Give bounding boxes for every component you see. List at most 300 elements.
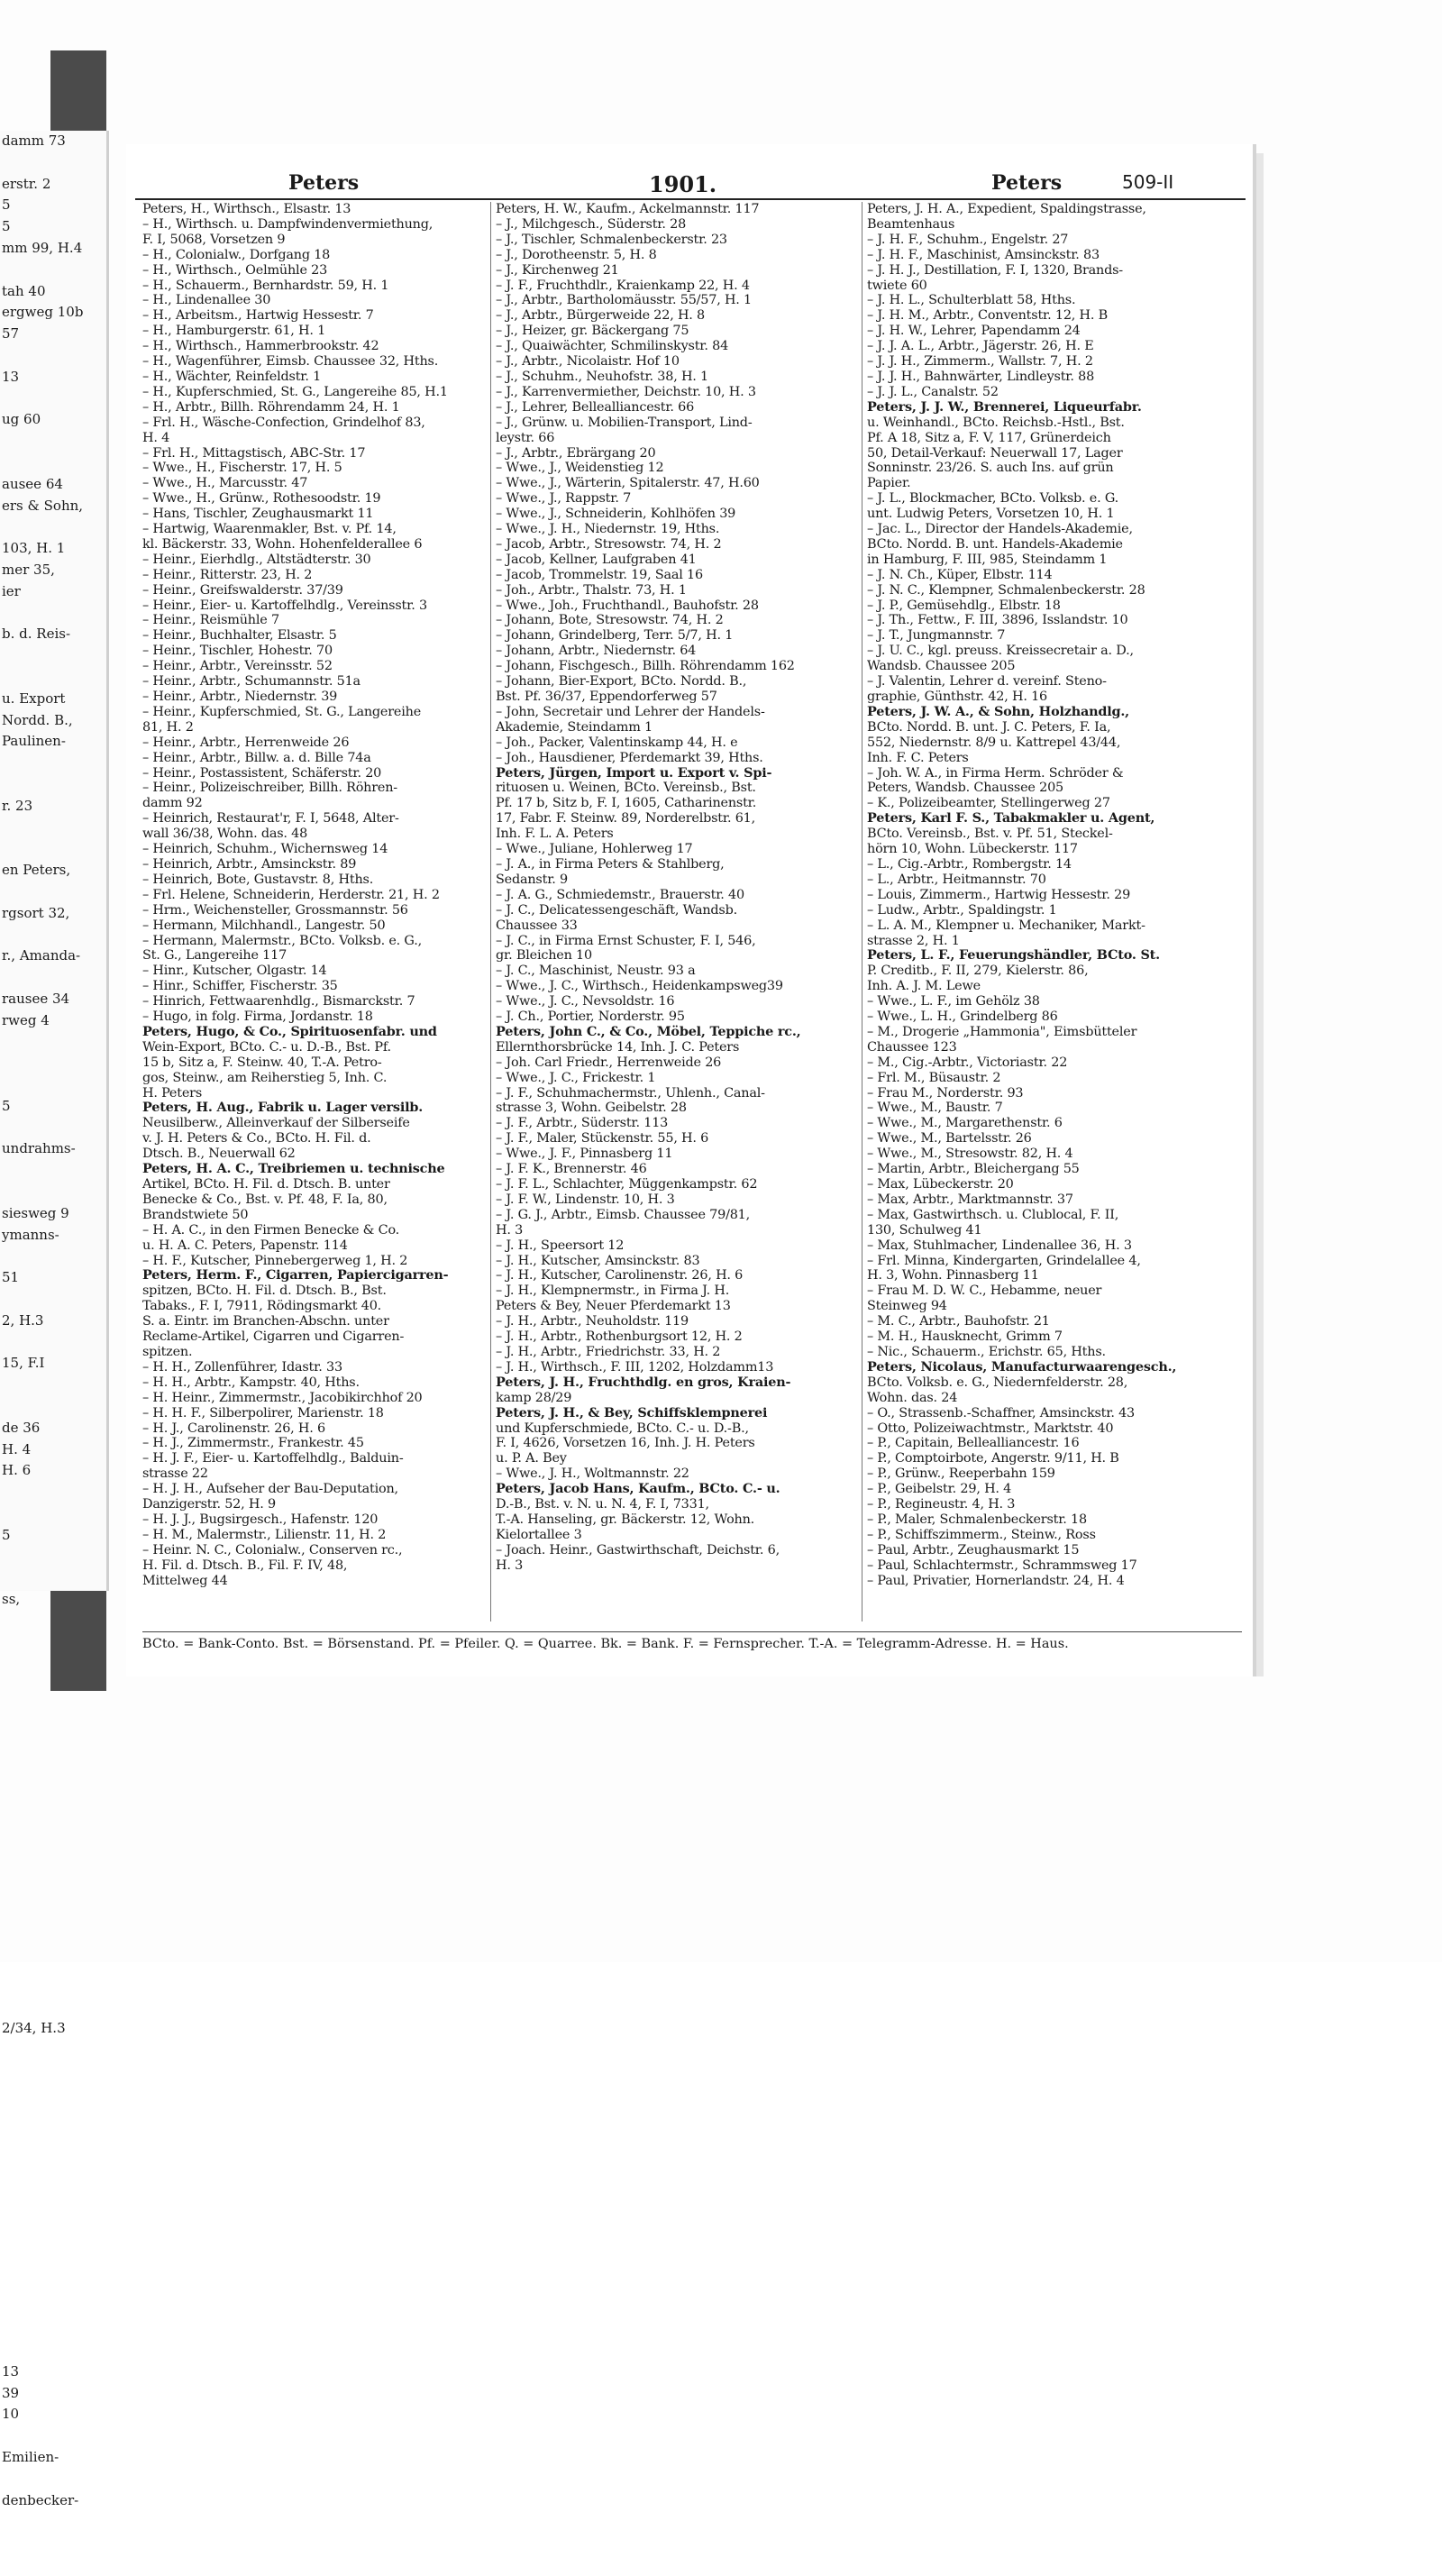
directory-entry: – J. Ch., Portier, Norderstr. 95 <box>496 1009 685 1025</box>
directory-entry: Peters & Bey, Neuer Pferdemarkt 13 <box>496 1299 731 1314</box>
directory-entry: – J. Valentin, Lehrer d. vereinf. Steno- <box>867 674 1107 690</box>
left-page-text-fragment <box>0 882 106 903</box>
directory-entry: spitzen. <box>142 1344 193 1359</box>
directory-entry: – P., Geibelstr. 29, H. 4 <box>867 1482 1012 1497</box>
directory-entry: wall 36/38, Wohn. das. 48 <box>142 827 308 842</box>
directory-entry: – Otto, Polizeiwachtmstr., Marktstr. 40 <box>867 1420 1114 1436</box>
directory-entry: – Hartwig, Waarenmakler, Bst. v. Pf. 14, <box>142 522 397 537</box>
left-page-text-fragment <box>0 1740 106 1761</box>
directory-entry: – J. F., Fruchthdlr., Kraienkamp 22, H. 4 <box>496 278 750 293</box>
directory-entry: – J., Arbtr., Nicolaistr. Hof 10 <box>496 354 680 370</box>
directory-entry: Neusilberw., Alleinverkauf der Silberseife <box>142 1116 410 1131</box>
directory-entry: Dtsch. B., Neuerwall 62 <box>142 1146 296 1162</box>
left-page-text-fragment <box>0 2061 106 2083</box>
directory-entry: – Joach. Heinr., Gastwirthschaft, Deichstr. 6, <box>496 1542 780 1557</box>
directory-entry: strasse 3, Wohn. Geibelstr. 28 <box>496 1101 687 1116</box>
left-page-text-fragment <box>0 1482 106 1503</box>
directory-entry: BCto. Nordd. B. unt. J. C. Peters, F. Ia, <box>867 719 1111 735</box>
directory-entry: Peters, Wandsb. Chaussee 205 <box>867 781 1063 796</box>
left-page-text-fragment <box>0 603 106 625</box>
directory-entry: – Hrm., Weichensteller, Grossmannstr. 56 <box>142 902 408 918</box>
directory-entry: H. Fil. d. Dtsch. B., Fil. F. IV, 48, <box>142 1557 348 1573</box>
directory-entry-firm: Peters, H. A. C., Treibriemen u. technische <box>142 1161 445 1177</box>
left-page-text-fragment <box>0 753 106 774</box>
directory-entry: Inh. F. L. A. Peters <box>496 827 614 842</box>
directory-entry: – H., Arbeitsm., Hartwig Hessestr. 7 <box>142 308 374 324</box>
directory-entry: – Wwe., J. F., Pinnasberg 11 <box>496 1146 673 1162</box>
directory-entry: – H. H. F., Silberpolirer, Marienstr. 18 <box>142 1405 384 1420</box>
left-page-text-fragment <box>0 1911 106 1932</box>
directory-entry: – Wwe., Juliane, Hohlerweg 17 <box>496 842 693 857</box>
directory-entry: S. a. Eintr. im Branchen-Abschn. unter <box>142 1314 389 1329</box>
left-page-text-fragment <box>0 516 106 538</box>
left-page-text-fragment <box>0 2318 106 2340</box>
directory-entry: – J. U. C., kgl. preuss. Kreissecretair a. D., <box>867 644 1134 659</box>
left-page-text-fragment: erstr. 2 <box>2 175 51 192</box>
directory-column-3 <box>867 202 1246 1626</box>
left-page-text-fragment: ug 60 <box>2 411 41 428</box>
left-page-text-fragment <box>0 1074 106 1096</box>
directory-entry: – Heinr., Polizeischreiber, Billh. Röhren- <box>142 781 397 796</box>
directory-entry: – Paul, Schlachtermstr., Schrammsweg 17 <box>867 1557 1137 1573</box>
left-page-text-fragment: ss, <box>2 1591 21 1608</box>
directory-entry: – H. H., Arbtr., Kampstr. 40, Hths. <box>142 1375 360 1390</box>
directory-entry-firm: Peters, H. Aug., Fabrik u. Lager versilb. <box>142 1100 424 1116</box>
left-page-text-fragment <box>0 2190 106 2212</box>
left-page-text-fragment <box>0 667 106 689</box>
left-page-text-fragment <box>0 2040 106 2061</box>
directory-entry: – Heinr., Tischler, Hohestr. 70 <box>142 644 333 659</box>
left-page-text-fragment: rweg 4 <box>2 1011 50 1028</box>
directory-entry: Brandstwiete 50 <box>142 1207 249 1222</box>
directory-entry: – Wwe., M., Margarethenstr. 6 <box>867 1116 1063 1131</box>
directory-entry: – Joh., Arbtr., Thalstr. 73, H. 1 <box>496 582 687 598</box>
directory-entry: – J. H. F., Maschinist, Amsinckstr. 83 <box>867 247 1100 262</box>
directory-entry: – Hans, Tischler, Zeughausmarkt 11 <box>142 507 374 522</box>
directory-entry: – J. H., Arbtr., Neuholdstr. 119 <box>496 1314 689 1329</box>
directory-entry: 130, Schulweg 41 <box>867 1222 982 1238</box>
directory-entry: – Wwe., J., Rappstr. 7 <box>496 491 632 507</box>
directory-entry: – Wwe., J., Wärterin, Spitalerstr. 47, H.60 <box>496 476 760 491</box>
directory-entry: – Heinrich, Bote, Gustavstr. 8, Hths. <box>142 872 374 887</box>
directory-entry: – Frl. H., Mittagstisch, ABC-Str. 17 <box>142 445 366 461</box>
directory-entry: Tabaks., F. I, 7911, Rödingsmarkt 40. <box>142 1299 382 1314</box>
directory-entry: kl. Bäckerstr. 33, Wohn. Hohenfelderallee 6 <box>142 536 423 552</box>
directory-entry: – Joh., Packer, Valentinskamp 44, H. e <box>496 735 738 750</box>
left-page-text-fragment <box>0 1547 106 1568</box>
directory-entry: – J. N. C., Klempner, Schmalenbeckerstr. 28 <box>867 582 1145 598</box>
directory-entry: – Wwe., J. C., Nevsoldstr. 16 <box>496 994 675 1009</box>
directory-entry: – H., Wirthsch. u. Dampfwindenvermiethung, <box>142 216 434 232</box>
left-page-text-fragment <box>0 2169 106 2190</box>
left-page-text-fragment <box>0 1567 106 1589</box>
directory-entry: Peters, H., Wirthsch., Elsastr. 13 <box>142 202 351 216</box>
directory-entry: – J. F., Schuhmachermstr., Uhlenh., Canal- <box>496 1085 765 1101</box>
left-page-text-fragment <box>0 1053 106 1074</box>
header-left-keyword: Peters <box>288 171 360 195</box>
directory-column-1 <box>142 202 487 1626</box>
directory-entry: Papier. <box>867 476 911 491</box>
directory-entry: – Joh. W. A., in Firma Herm. Schröder & <box>867 765 1124 781</box>
directory-entry: – Heinr., Arbtr., Niedernstr. 39 <box>142 690 338 704</box>
left-page-text-fragment: en Peters, <box>2 862 71 879</box>
directory-entry-firm: Peters, Jacob Hans, Kaufm., BCto. C.- u. <box>496 1481 780 1497</box>
directory-entry: – Wwe., M., Baustr. 7 <box>867 1101 1003 1116</box>
directory-entry: 17, Fabr. F. Steinw. 89, Norderelbstr. 61, <box>496 811 756 827</box>
directory-entry: – P., Schiffszimmerm., Steinw., Ross <box>867 1527 1096 1542</box>
left-page-text-fragment <box>0 1825 106 1847</box>
directory-column-2 <box>496 202 856 1626</box>
left-page-text-fragment <box>0 1718 106 1740</box>
directory-entry: – Wwe., J. C., Wirthsch., Heidenkampsweg39 <box>496 979 783 994</box>
directory-entry: – Hermann, Malermstr., BCto. Volksb. e. G., <box>142 933 422 948</box>
left-page-text-fragment <box>0 431 106 452</box>
directory-entry: – Heinrich, Arbtr., Amsinckstr. 89 <box>142 856 357 872</box>
directory-entry: – J. H., Klempnermstr., in Firma J. H. <box>496 1283 730 1299</box>
left-page-text-fragment <box>0 645 106 667</box>
directory-entry: H. 3 <box>496 1222 524 1238</box>
directory-entry-firm: Peters, Hugo, & Co., Spirituosenfabr. und <box>142 1023 437 1039</box>
left-page-text-fragment <box>0 818 106 839</box>
left-page-text-fragment: mer 35, <box>2 561 55 578</box>
directory-entry-firm: Peters, J. W. A., & Sohn, Holzhandlg., <box>867 703 1129 719</box>
directory-entry: – H., Lindenallee 30 <box>142 293 271 308</box>
directory-entry: Artikel, BCto. H. Fil. d. Dtsch. B. unter <box>142 1177 390 1192</box>
directory-entry: – Jacob, Trommelstr. 19, Saal 16 <box>496 567 703 582</box>
left-page-text-fragment <box>0 1976 106 1997</box>
directory-entry: – Wwe., L. F., im Gehölz 38 <box>867 994 1040 1009</box>
directory-entry: – Paul, Arbtr., Zeughausmarkt 15 <box>867 1542 1080 1557</box>
directory-entry: – P., Comptoirbote, Angerstr. 9/11, H. B <box>867 1451 1119 1466</box>
directory-entry: damm 92 <box>142 796 203 811</box>
directory-entry: – H., Wächter, Reinfeldstr. 1 <box>142 369 322 384</box>
directory-entry: – Jac. L., Director der Handels-Akademie, <box>867 522 1133 537</box>
left-page-text-fragment: ymanns- <box>2 1226 59 1243</box>
page-header <box>126 171 1253 202</box>
directory-entry: – J. H. F., Schuhm., Engelstr. 27 <box>867 232 1069 247</box>
directory-entry: Beamtenhaus <box>867 216 955 232</box>
directory-entry: – Ludw., Arbtr., Spaldingstr. 1 <box>867 902 1057 918</box>
column-separator <box>490 202 491 1621</box>
directory-entry: – Heinr., Postassistent, Schäferstr. 20 <box>142 765 382 781</box>
directory-entry: – P., Maler, Schmalenbeckerstr. 18 <box>867 1512 1087 1527</box>
directory-entry: – Wwe., J. H., Niedernstr. 19, Hths. <box>496 522 720 537</box>
directory-entry: Inh. A. J. M. Lewe <box>867 979 981 994</box>
directory-entry: – Heinr., Reismühle 7 <box>142 613 279 628</box>
directory-entry: – Frau M. D. W. C., Hebamme, neuer <box>867 1283 1102 1299</box>
directory-entry: Reclame-Artikel, Cigarren und Cigarren- <box>142 1329 405 1345</box>
directory-entry: rituosen u. Weinen, BCto. Vereinsb., Bst. <box>496 781 756 796</box>
directory-entry: – M., Drogerie „Hammonia", Eimsbütteler <box>867 1024 1137 1039</box>
left-page-text-fragment <box>0 967 106 989</box>
directory-entry: – J. H., Arbtr., Friedrichstr. 33, H. 2 <box>496 1344 721 1359</box>
directory-entry: – J. J. L., Canalstr. 52 <box>867 384 999 399</box>
left-page-text-fragment: 39 <box>2 2384 20 2401</box>
left-page-text-fragment: 51 <box>2 1269 20 1286</box>
directory-entry: Sedanstr. 9 <box>496 872 569 887</box>
directory-entry: – Frau M., Norderstr. 93 <box>867 1085 1024 1101</box>
directory-entry: – Wwe., M., Stresowstr. 82, H. 4 <box>867 1146 1073 1162</box>
directory-entry: – P., Grünw., Reeperbahn 159 <box>867 1466 1055 1482</box>
directory-entry: H. 4 <box>142 430 170 445</box>
directory-entry: und Kupferschmiede, BCto. C.- u. D.-B., <box>496 1420 749 1436</box>
directory-entry: – H. A. C., in den Firmen Benecke & Co. <box>142 1222 400 1238</box>
directory-entry: – J., Karrenvermiether, Deichstr. 10, H. 3 <box>496 384 756 399</box>
directory-entry: – Heinr. N. C., Colonialw., Conserven rc., <box>142 1542 403 1557</box>
directory-entry: – J. C., Delicatessengeschäft, Wandsb. <box>496 902 737 918</box>
left-page-text-fragment <box>0 1289 106 1311</box>
left-page-text-fragment <box>0 2340 106 2361</box>
directory-entry: – J. P., Gemüsehdlg., Elbstr. 18 <box>867 598 1061 613</box>
directory-entry: – M. C., Arbtr., Bauhofstr. 21 <box>867 1314 1050 1329</box>
directory-entry: F. I, 4626, Vorsetzen 16, Inh. J. H. Peters <box>496 1436 755 1451</box>
directory-entry: – Frl. M., Büsaustr. 2 <box>867 1070 1001 1085</box>
directory-entry: – J. H., Kutscher, Carolinenstr. 26, H. 6 <box>496 1268 744 1283</box>
directory-entry: BCto. Vereinsb., Bst. v. Pf. 51, Steckel- <box>867 827 1113 842</box>
directory-entry: spitzen, BCto. H. Fil. d. Dtsch. B., Bst. <box>142 1283 387 1299</box>
left-page-text-fragment: mm 99, H.4 <box>2 239 83 256</box>
directory-entry: 50, Detail-Verkauf: Neuerwall 17, Lager <box>867 445 1123 461</box>
directory-entry: – J. H. M., Arbtr., Conventstr. 12, H. B <box>867 308 1109 324</box>
directory-entry: – J. T., Jungmannstr. 7 <box>867 628 1006 644</box>
left-page-text-fragment: 2, H.3 <box>2 1311 44 1329</box>
left-page-text-fragment <box>0 1375 106 1396</box>
left-page-text-fragment: Nordd. B., <box>2 711 73 728</box>
directory-entry: – Heinr., Greifswalderstr. 37/39 <box>142 582 343 598</box>
left-page-sliver <box>0 131 109 2508</box>
directory-entry: – Wwe., M., Bartelsstr. 26 <box>867 1131 1032 1146</box>
directory-entry: – J. Th., Fettw., F. III, 3896, Isslandstr. 10 <box>867 613 1128 628</box>
directory-entry: – H. J. H., Aufseher der Bau-Deputation, <box>142 1482 398 1497</box>
directory-entry: – K., Polizeibeamter, Stellingerweg 27 <box>867 796 1110 811</box>
directory-entry: – H., Kupferschmied, St. G., Langereihe 85, H.1 <box>142 384 448 399</box>
directory-page <box>126 144 1256 1676</box>
directory-entry: – J. F. K., Brennerstr. 46 <box>496 1162 647 1177</box>
directory-entry: – Wwe., H., Fischerstr. 17, H. 5 <box>142 461 342 476</box>
directory-entry: – J., Grünw. u. Mobilien-Transport, Lind- <box>496 415 753 430</box>
left-page-text-fragment: 13 <box>2 368 20 385</box>
directory-entry: – Frl. H., Wäsche-Confection, Grindelhof 83, <box>142 415 425 430</box>
directory-entry: kamp 28/29 <box>496 1390 572 1405</box>
directory-entry: – J. A. G., Schmiedemstr., Brauerstr. 40 <box>496 887 744 902</box>
directory-entry: – Joh. Carl Friedr., Herrenweide 26 <box>496 1055 722 1070</box>
directory-entry-firm: Peters, J. J. W., Brennerei, Liqueurfabr. <box>867 398 1142 415</box>
directory-entry: – J. J. H., Zimmerm., Wallstr. 7, H. 2 <box>867 354 1093 370</box>
left-page-text-fragment <box>0 2211 106 2233</box>
directory-entry: – J. L., Blockmacher, BCto. Volksb. e. G. <box>867 491 1119 507</box>
directory-entry: u. P. A. Bey <box>496 1451 567 1466</box>
directory-entry: – J., Milchgesch., Süderstr. 28 <box>496 216 687 232</box>
directory-entry: – Max, Stuhlmacher, Lindenallee 36, H. 3 <box>867 1238 1132 1253</box>
directory-entry: – H., Arbtr., Billh. Röhrendamm 24, H. 1 <box>142 399 400 415</box>
directory-entry: – Johann, Grindelberg, Terr. 5/7, H. 1 <box>496 628 734 644</box>
directory-entry: – Johann, Fischgesch., Billh. Röhrendamm 162 <box>496 659 795 674</box>
directory-entry: – H., Schauerm., Bernhardstr. 59, H. 1 <box>142 278 389 293</box>
directory-entry: – Hermann, Milchhandl., Langestr. 50 <box>142 918 386 933</box>
directory-entry: – Paul, Privatier, Hornerlandstr. 24, H. 4 <box>867 1573 1125 1588</box>
directory-entry: Chaussee 33 <box>496 918 578 933</box>
directory-entry: leystr. 66 <box>496 430 555 445</box>
left-page-text-fragment <box>0 345 106 367</box>
directory-entry: – Max, Lübeckerstr. 20 <box>867 1177 1014 1192</box>
left-page-text-fragment <box>0 2233 106 2254</box>
abbreviation-legend: BCto. = Bank-Conto. Bst. = Börsenstand. Pf. = Pfeiler. Q. = Quarree. Bk. = Bank. F. = Fernsprecher. T.-A. = Telegramm-Adresse. H. = Haus. <box>142 1631 1242 1652</box>
directory-entry: BCto. Nordd. B. unt. Handels-Akademie <box>867 536 1123 552</box>
left-page-text-fragment: rgsort 32, <box>2 904 70 921</box>
directory-entry: – Johann, Arbtr., Niedernstr. 64 <box>496 644 697 659</box>
left-page-text-fragment <box>0 2469 106 2490</box>
directory-entry-firm: Peters, J. H., & Bey, Schiffsklempnerei <box>496 1404 768 1420</box>
directory-entry: – J. H. J., Destillation, F. I, 1320, Brands- <box>867 262 1123 278</box>
directory-entry: T.-A. Hanseling, gr. Bäckerstr. 12, Wohn. <box>496 1512 755 1527</box>
left-page-text-fragment <box>0 1761 106 1783</box>
directory-entry: Wohn. das. 24 <box>867 1390 958 1405</box>
directory-entry: gos, Steinw., am Reiherstieg 5, Inh. C. <box>142 1070 388 1085</box>
left-page-text-fragment <box>0 1996 106 2018</box>
directory-entry: – Heinr., Ritterstr. 23, H. 2 <box>142 567 313 582</box>
left-page-text-fragment <box>0 774 106 796</box>
directory-entry-firm: Peters, L. F., Feuerungshändler, BCto. St. <box>867 947 1160 964</box>
directory-entry: – Heinr., Kupferschmied, St. G., Langereihe <box>142 704 422 719</box>
left-page-text-fragment <box>0 2125 106 2147</box>
left-page-text-fragment <box>0 1654 106 1676</box>
left-page-text-fragment <box>0 1031 106 1053</box>
directory-entry: – Heinr., Arbtr., Schumannstr. 51a <box>142 674 360 690</box>
directory-entry: – J. H. L., Schulterblatt 58, Hths. <box>867 293 1076 308</box>
left-page-text-fragment: damm 73 <box>2 132 66 149</box>
directory-entry: – J. H. W., Lehrer, Papendamm 24 <box>867 324 1081 339</box>
directory-entry: – Louis, Zimmerm., Hartwig Hessestr. 29 <box>867 887 1131 902</box>
directory-entry: – H. J., Zimmermstr., Frankestr. 45 <box>142 1436 364 1451</box>
left-page-text-fragment: r., Amanda- <box>2 947 81 964</box>
directory-entry: Mittelweg 44 <box>142 1573 228 1588</box>
left-page-text-fragment <box>0 1696 106 1718</box>
directory-entry: – Jacob, Arbtr., Stresowstr. 74, H. 2 <box>496 536 722 552</box>
directory-entry: – J., Arbtr., Ebrärgang 20 <box>496 445 656 461</box>
directory-entry: – J. H., Kutscher, Amsinckstr. 83 <box>496 1253 700 1268</box>
directory-entry: – Frl. Minna, Kindergarten, Grindelallee 4, <box>867 1253 1141 1268</box>
directory-entry: – Heinr., Eierhdlg., Altstädterstr. 30 <box>142 552 371 567</box>
left-page-text-fragment: 5 <box>2 218 11 235</box>
directory-entry: – John, Secretair und Lehrer der Handels- <box>496 704 765 719</box>
directory-entry: – J. F., Maler, Stückenstr. 55, H. 6 <box>496 1131 709 1146</box>
directory-entry: – M., Cig.-Arbtr., Victoriastr. 22 <box>867 1055 1068 1070</box>
directory-entry: Kielortallee 3 <box>496 1527 582 1542</box>
left-page-text-fragment <box>0 388 106 410</box>
left-page-text-fragment: 57 <box>2 325 20 343</box>
directory-entry: – Nic., Schauerm., Erichstr. 65, Hths. <box>867 1344 1106 1359</box>
directory-entry: – H. J. J., Bugsirgesch., Hafenstr. 120 <box>142 1512 379 1527</box>
directory-entry: – J. F. L., Schlachter, Müggenkampstr. 62 <box>496 1177 758 1192</box>
left-page-text-fragment <box>0 1332 106 1354</box>
directory-entry: – J. J. A. L., Arbtr., Jägerstr. 26, H. E <box>867 339 1094 354</box>
left-page-text-fragment <box>0 1782 106 1804</box>
directory-entry: – L., Cig.-Arbtr., Rombergstr. 14 <box>867 856 1072 872</box>
directory-entry: – Max, Gastwirthsch. u. Clublocal, F. II, <box>867 1207 1119 1222</box>
left-page-text-fragment: 5 <box>2 1526 11 1543</box>
left-page-text-fragment: 13 <box>2 2362 20 2380</box>
directory-entry: Pf. 17 b, Sitz b, F. I, 1605, Catharinenstr. <box>496 796 757 811</box>
directory-entry: – Johann, Bote, Stresowstr. 74, H. 2 <box>496 613 724 628</box>
directory-entry: – H. J., Carolinenstr. 26, H. 6 <box>142 1420 325 1436</box>
directory-entry: – H. J. F., Eier- u. Kartoffelhdlg., Balduin- <box>142 1451 404 1466</box>
left-page-text-fragment <box>0 1954 106 1976</box>
directory-entry: – H., Hamburgerstr. 61, H. 1 <box>142 324 326 339</box>
left-page-text-fragment: 103, H. 1 <box>2 540 66 557</box>
directory-entry-firm: Peters, John C., & Co., Möbel, Teppiche rc., <box>496 1023 801 1039</box>
directory-entry: – O., Strassenb.-Schaffner, Amsinckstr. 43 <box>867 1405 1135 1420</box>
directory-entry: – Heinr., Arbtr., Billw. a. d. Bille 74a <box>142 750 371 765</box>
directory-entry: – Wwe., J., Weidenstieg 12 <box>496 461 664 476</box>
directory-entry: – H. F., Kutscher, Pinnebergerweg 1, H. 2 <box>142 1253 408 1268</box>
directory-entry: – J., Arbtr., Bürgerweide 22, H. 8 <box>496 308 706 324</box>
directory-entry: – Joh., Hausdiener, Pferdemarkt 39, Hths. <box>496 750 763 765</box>
left-page-text-fragment <box>0 1804 106 1825</box>
directory-entry: Ellernthorsbrücke 14, Inh. J. C. Peters <box>496 1039 740 1055</box>
directory-entry: – Johann, Bier-Export, BCto. Nordd. B., <box>496 674 747 690</box>
directory-entry: Steinweg 94 <box>867 1299 947 1314</box>
directory-entry: – Wwe., J. C., Frickestr. 1 <box>496 1070 656 1085</box>
directory-entry: – J., Schuhm., Neuhofstr. 38, H. 1 <box>496 369 708 384</box>
directory-entry: – M. H., Hausknecht, Grimm 7 <box>867 1329 1063 1345</box>
left-page-text-fragment: rausee 34 <box>2 990 70 1007</box>
directory-entry: – J. G. J., Arbtr., Eimsb. Chaussee 79/81, <box>496 1207 751 1222</box>
left-page-text-fragment <box>0 1160 106 1182</box>
directory-entry-firm: Peters, J. H., Fruchthdlg. en gros, Kraien- <box>496 1374 791 1390</box>
directory-entry: 552, Niedernstr. 8/9 u. Kattrepel 43/44, <box>867 735 1121 750</box>
directory-entry: unt. Ludwig Peters, Vorsetzen 10, H. 1 <box>867 507 1115 522</box>
directory-entry: – Heinr., Arbtr., Vereinsstr. 52 <box>142 659 333 674</box>
left-page-text-fragment <box>0 152 106 174</box>
directory-entry: strasse 22 <box>142 1466 208 1482</box>
left-page-text-fragment <box>0 1611 106 1632</box>
header-year: 1901. <box>649 171 717 197</box>
directory-entry: Sonninstr. 23/26. S. auch Ins. auf grün <box>867 461 1114 476</box>
directory-entry: – Wwe., Joh., Fruchthandl., Bauhofstr. 28 <box>496 598 759 613</box>
directory-entry: – Heinrich, Schuhm., Wichernsweg 14 <box>142 842 388 857</box>
directory-entry: Akademie, Steindamm 1 <box>496 719 653 735</box>
left-page-text-fragment <box>0 2104 106 2125</box>
directory-entry: Inh. F. C. Peters <box>867 750 969 765</box>
left-page-text-fragment: 5 <box>2 196 11 214</box>
directory-entry: St. G., Langereihe 117 <box>142 948 287 964</box>
directory-entry-firm: Peters, Jürgen, Import u. Export v. Spi- <box>496 764 772 781</box>
directory-entry: gr. Bleichen 10 <box>496 948 592 964</box>
left-page-text-fragment <box>0 1847 106 1868</box>
directory-entry: u. H. A. C. Peters, Papenstr. 114 <box>142 1238 348 1253</box>
directory-entry: – L. A. M., Klempner u. Mechaniker, Markt- <box>867 918 1145 933</box>
directory-entry: P. Creditb., F. II, 279, Kielerstr. 86, <box>867 964 1089 979</box>
left-page-text-fragment <box>0 2511 106 2533</box>
directory-entry: – Wwe., J. H., Woltmannstr. 22 <box>496 1466 689 1482</box>
directory-entry: – Martin, Arbtr., Bleichergang 55 <box>867 1162 1080 1177</box>
left-page-text-fragment: ergweg 10b <box>2 304 84 321</box>
directory-entry: Danzigerstr. 52, H. 9 <box>142 1497 276 1512</box>
directory-entry: – H., Colonialw., Dorfgang 18 <box>142 247 331 262</box>
left-page-text-fragment <box>0 2147 106 2169</box>
directory-entry: – J. N. Ch., Küper, Elbstr. 114 <box>867 567 1053 582</box>
left-page-text-fragment <box>0 1889 106 1911</box>
directory-entry: – J. C., in Firma Ernst Schuster, F. I, 546, <box>496 933 756 948</box>
directory-entry: – J., Kirchenweg 21 <box>496 262 619 278</box>
directory-entry: strasse 2, H. 1 <box>867 933 960 948</box>
directory-entry: hörn 10, Wohn. Lübeckerstr. 117 <box>867 842 1078 857</box>
directory-entry: – J. H., Wirthsch., F. III, 1202, Holzdamm13 <box>496 1359 774 1375</box>
directory-entry: – Jacob, Kellner, Laufgraben 41 <box>496 552 697 567</box>
directory-entry: D.-B., Bst. v. N. u. N. 4, F. I, 7331, <box>496 1497 709 1512</box>
left-page-text-fragment <box>0 452 106 474</box>
directory-entry: – J., Quaiwächter, Schmilinskystr. 84 <box>496 339 729 354</box>
